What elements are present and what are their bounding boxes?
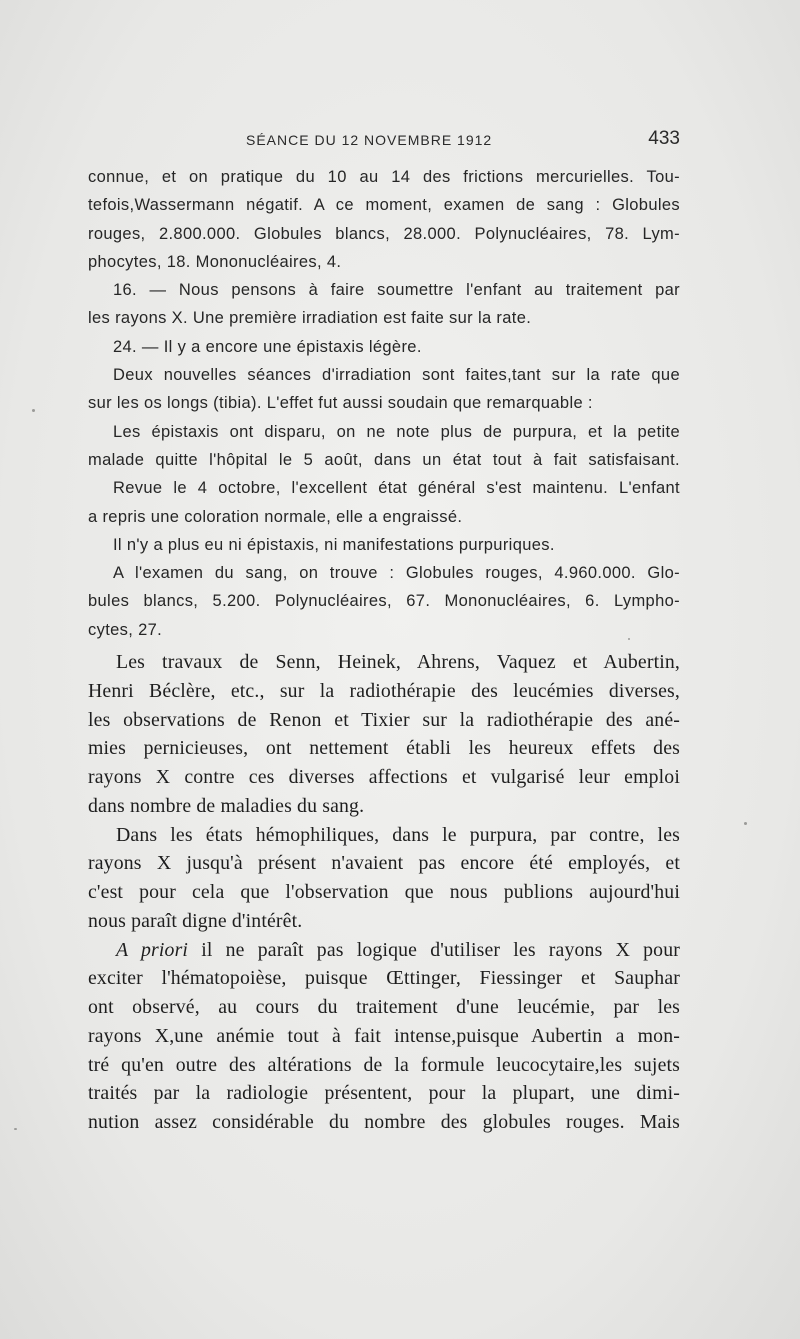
text-line: Les travaux de Senn, Heinek, Ahrens, Vaquez et Aubertin,: [116, 651, 680, 673]
text-line-rest: il ne paraît pas logique d'utiliser les rayons X pour: [188, 938, 680, 961]
text-line: a repris une coloration normale, elle a engraissé.: [88, 507, 463, 526]
paper-speck: [14, 1128, 17, 1130]
italic-phrase: A priori: [116, 938, 189, 961]
text-line: nution assez considérable du nombre des globules rouges. Mais: [88, 1111, 680, 1133]
paper-speck: [628, 638, 630, 640]
text-line: rayons X contre ces diverses affections et vulgarisé leur emploi: [88, 766, 680, 788]
text-line: les observations de Renon et Tixier sur la radiothérapie des ané-: [88, 708, 680, 731]
text-line: tefois,Wassermann négatif. A ce moment, examen de sang : Globules: [88, 196, 680, 215]
paper-speck: [744, 822, 747, 825]
text-line: sur les os longs (tibia). L'effet fut aussi soudain que remarquable :: [88, 394, 593, 413]
text-line: Dans les états hémophiliques, dans le purpura, par contre, les: [116, 823, 680, 846]
text-line: tré qu'en outre des altérations de la formule leucocytaire,les sujets: [88, 1053, 680, 1076]
text-line: rayons X,une anémie tout à fait intense,puisque Aubertin a mon-: [88, 1024, 680, 1047]
text-line: bules blancs, 5.200. Polynucléaires, 67. Mononucléaires, 6. Lympho-: [88, 592, 680, 611]
case-notes-block: [88, 163, 680, 644]
text-line: les rayons X. Une première irradiation est faite sur la rate.: [88, 309, 532, 328]
page-number: 433: [648, 128, 680, 149]
text-line: Revue le 4 octobre, l'excellent état général s'est maintenu. L'enfant: [113, 479, 680, 498]
text-line: Les épistaxis ont disparu, on ne note plus de purpura, et la petite: [113, 422, 680, 441]
paper-speck: [32, 409, 35, 412]
text-line: Il n'y a plus eu ni épistaxis, ni manifestations purpuriques.: [113, 535, 555, 554]
text-line: traités par la radiologie présentent, pour la plupart, une dimi-: [88, 1082, 680, 1105]
text-line: ont observé, au cours du traitement d'une leucémie, par les: [88, 996, 680, 1018]
text-line: c'est pour cela que l'observation que nous publions aujourd'hui: [88, 881, 680, 903]
text-line: Henri Béclère, etc., sur la radiothérapie des leucémies diverses,: [88, 679, 680, 702]
running-head: SÉANCE DU 12 NOVEMBRE 1912: [246, 132, 493, 148]
text-line: exciter l'hématopoièse, puisque Œttinger, Fiessinger et Sauphar: [88, 967, 680, 990]
text-line: connue, et on pratique du 10 au 14 des frictions mercurielles. Tou-: [88, 168, 680, 186]
text-line: cytes, 27.: [88, 620, 163, 639]
text-line: 24. — Il y a encore une épistaxis légère.: [113, 337, 422, 356]
text-line: A l'examen du sang, on trouve : Globules rouges, 4.960.000. Glo-: [113, 564, 680, 583]
text-line: rouges, 2.800.000. Globules blancs, 28.000. Polynucléaires, 78. Lym-: [88, 224, 680, 243]
text-line: phocytes, 18. Mononucléaires, 4.: [88, 252, 342, 271]
text-line: malade quitte l'hôpital le 5 août, dans un état tout à fait satisfaisant.: [88, 450, 680, 469]
discussion-block: [88, 648, 680, 1137]
text-line: 16. — Nous pensons à faire soumettre l'enfant au traitement par: [113, 281, 680, 300]
page-header: [88, 128, 680, 154]
text-line: dans nombre de maladies du sang.: [88, 794, 365, 817]
text-line: nous paraît digne d'intérêt.: [88, 909, 303, 932]
text-line: [88, 936, 680, 965]
text-line: rayons X jusqu'à présent n'avaient pas encore été employés, et: [88, 852, 680, 875]
text-line: Deux nouvelles séances d'irradiation sont faites,tant sur la rate que: [113, 366, 680, 385]
text-line: mies pernicieuses, ont nettement établi les heureux effets des: [88, 737, 680, 760]
